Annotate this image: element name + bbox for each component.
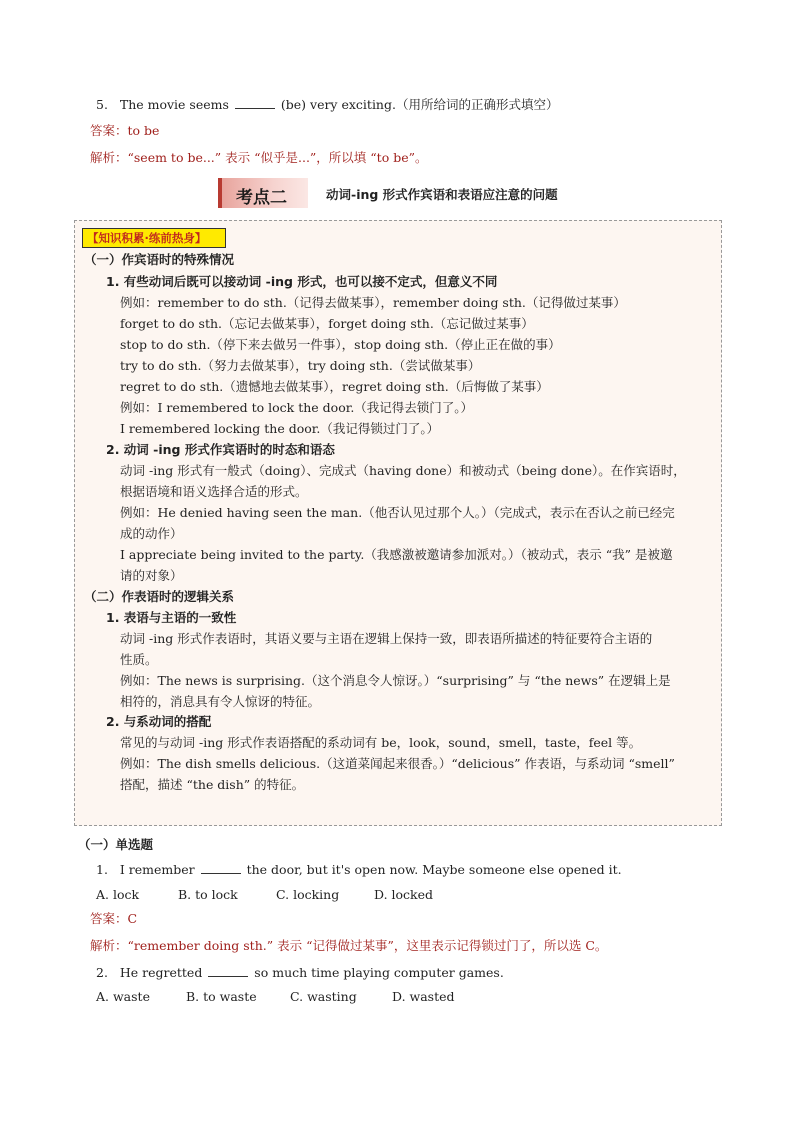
text-line: 根据语境和语义选择合适的形式。 [120,484,308,499]
text-line: 例如：The news is surprising.（这个消息令人惊讶。）“surprising” 与 “the news” 在逻辑上是 [120,673,671,688]
option-c[interactable]: C. wasting [290,989,357,1004]
answer-blank [235,96,275,109]
knowledge-badge: 【知识积累·练前热身】 [82,228,226,248]
question-text-after: (be) very exciting.（用所给词的正确形式填空） [280,97,559,112]
section-1-item-1-title: 1. 有些动词后既可以接动词 -ing 形式，也可以接不定式，但意义不同 [106,274,498,289]
option-b[interactable]: B. to lock [178,887,238,902]
text-line: 例如：The dish smells delicious.（这道菜闻起来很香。）“delicious” 作表语，与系动词 “smell” [120,756,675,771]
text-line: forget to do sth.（忘记去做某事），forget doing sth.（忘记做过某事） [120,316,534,331]
section-banner [218,178,308,208]
option-d[interactable]: D. locked [374,887,434,902]
text-line: I appreciate being invited to the party.（我感激被邀请参加派对。）（被动式，表示 “我” 是被邀 [120,547,673,562]
section-1-title: （一）作宾语时的特殊情况 [84,252,235,267]
text-line: 相符的，消息具有令人惊讶的特征。 [120,694,321,709]
section-2-title: （二）作表语时的逻辑关系 [84,589,235,604]
question-number: 5. [96,97,108,112]
section-2-item-1-title: 1. 表语与主语的一致性 [106,610,237,625]
text-line: 例如：I remembered to lock the door.（我记得去锁门了。） [120,400,474,415]
question-text-before: The movie seems [119,97,229,112]
text-line: regret to do sth.（遗憾地去做某事），regret doing sth.（后悔做了某事） [120,379,549,394]
analysis-5: 解析：“seem to be...” 表示 “似乎是...”，所以填 “to be”。 [90,150,428,165]
question-5 [96,96,558,114]
text-line: 例如：remember to do sth.（记得去做某事），remember doing sth.（记得做过某事） [120,295,626,310]
question-number: 2. [96,965,108,980]
section-2-item-2-title: 2. 与系动词的搭配 [106,714,212,729]
text-line: 成的动作） [120,526,183,541]
section-single-choice-title: （一）单选题 [78,837,154,852]
question-text-before: He regretted [119,965,203,980]
analysis-1: 解析：“remember doing sth.” 表示 “记得做过某事”，这里表示记得锁过门了，所以选 C。 [90,938,608,953]
answer-blank [208,964,248,977]
option-b[interactable]: B. to waste [186,989,257,1004]
text-line: 例如：He denied having seen the man.（他否认见过那个人。）（完成式，表示在否认之前已经完 [120,505,675,520]
option-a[interactable]: A. waste [96,989,150,1004]
text-line: I remembered locking the door.（我记得锁过门了。） [120,421,440,436]
text-line: 动词 -ing 形式有一般式（doing）、完成式（having done）和被动式（being done）。在作宾语时， [120,463,686,478]
section-1-item-2-title: 2. 动词 -ing 形式作宾语时的时态和语态 [106,442,335,457]
question-text-before: I remember [119,862,195,877]
banner-label: 考点二 [236,188,287,208]
text-line: 性质。 [120,652,158,667]
text-line: 常见的与动词 -ing 形式作表语搭配的系动词有 be，look，sound，smell，taste，feel 等。 [120,735,642,750]
question-1 [96,861,622,879]
answer-blank [201,861,241,874]
question-2 [96,964,504,982]
answer-1: 答案：C [90,911,138,926]
text-line: 动词 -ing 形式作表语时，其语义要与主语在逻辑上保持一致，即表语所描述的特征要符合主语的 [120,631,653,646]
option-d[interactable]: D. wasted [392,989,455,1004]
answer-5: 答案：to be [90,123,160,138]
text-line: 搭配，描述 “the dish” 的特征。 [120,777,305,792]
text-line: try to do sth.（努力去做某事），try doing sth.（尝试做某事） [120,358,481,373]
question-text-after: so much time playing computer games. [254,965,504,980]
banner-title: 动词-ing 形式作宾语和表语应注意的问题 [326,187,558,202]
question-number: 1. [96,862,108,877]
option-a[interactable]: A. lock [96,887,140,902]
option-c[interactable]: C. locking [276,887,340,902]
text-line: stop to do sth.（停下来去做另一件事），stop doing sth.（停止正在做的事） [120,337,561,352]
text-line: 请的对象） [120,568,183,583]
question-text-after: the door, but it's open now. Maybe someone else opened it. [246,862,622,877]
